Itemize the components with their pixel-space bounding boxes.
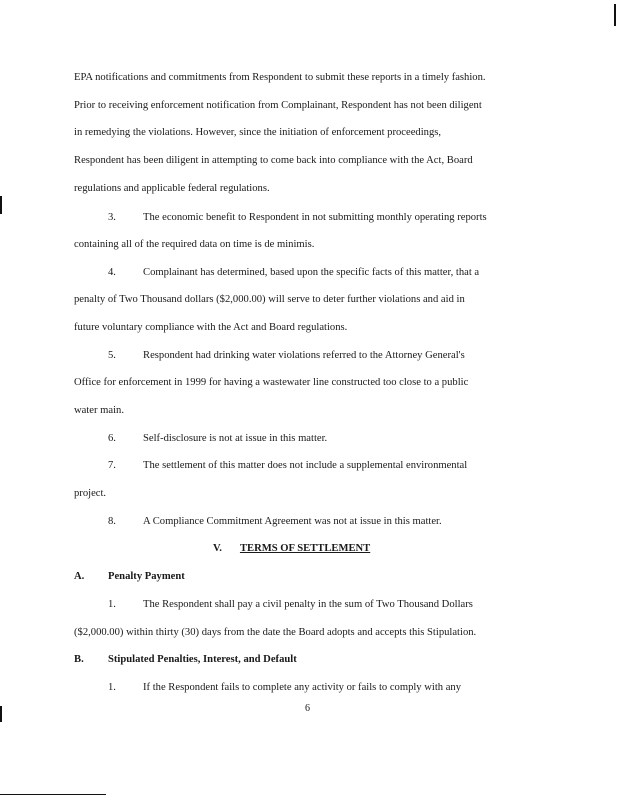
item-number: 4.: [108, 267, 116, 278]
item-text: A Compliance Commitment Agreement was not at issue in this matter.: [143, 516, 442, 527]
subsection-letter: B.: [74, 654, 84, 665]
item-text: Self-disclosure is not at issue in this matter.: [143, 433, 328, 444]
subsection-letter: A.: [74, 571, 85, 582]
item-text: future voluntary compliance with the Act and Board regulations.: [74, 322, 348, 333]
page-number: 6: [305, 703, 310, 714]
item-text: ($2,000.00) within thirty (30) days from the date the Board adopts and accepts this Stipulation.: [74, 627, 477, 638]
text-line: in remedying the violations. However, since the initiation of enforcement proceedings,: [74, 127, 442, 138]
item-text: penalty of Two Thousand dollars ($2,000.00) will serve to deter further violations and aid in: [74, 294, 465, 305]
item-number: 8.: [108, 516, 116, 527]
item-text: containing all of the required data on time is de minimis.: [74, 239, 315, 250]
footnote-rule: [0, 794, 106, 795]
item-number: 6.: [108, 433, 116, 444]
item-text: project.: [74, 488, 107, 499]
item-number: 3.: [108, 212, 116, 223]
item-text: Respondent had drinking water violations referred to the Attorney General's: [143, 350, 465, 361]
item-text: The settlement of this matter does not include a supplemental environmental: [143, 460, 468, 471]
scan-edge-mark-left: [0, 196, 2, 214]
text-line: Respondent has been diligent in attempting to come back into compliance with the Act, Board: [74, 155, 473, 166]
item-text: The economic benefit to Respondent in not submitting monthly operating reports: [143, 212, 487, 223]
scan-edge-mark-top-right: [614, 4, 616, 26]
item-number: 5.: [108, 350, 116, 361]
item-text: Complainant has determined, based upon the specific facts of this matter, that a: [143, 267, 480, 278]
item-number: 1.: [108, 682, 116, 693]
subsection-title: Penalty Payment: [108, 571, 185, 582]
item-text: Office for enforcement in 1999 for having a wastewater line constructed too close to a public: [74, 377, 469, 388]
text-line: regulations and applicable federal regulations.: [74, 183, 270, 194]
section-title: TERMS OF SETTLEMENT: [239, 543, 371, 554]
text-line: EPA notifications and commitments from Respondent to submit these reports in a timely fashion.: [74, 72, 486, 83]
section-numeral: V.: [213, 543, 222, 554]
item-text: water main.: [74, 405, 125, 416]
scan-edge-mark-left-lower: [0, 706, 2, 722]
text-line: Prior to receiving enforcement notification from Complainant, Respondent has not been diligent: [74, 100, 482, 111]
section-heading: [213, 543, 370, 554]
item-text: The Respondent shall pay a civil penalty in the sum of Two Thousand Dollars: [143, 599, 473, 610]
item-number: 7.: [108, 460, 116, 471]
subsection-title: Stipulated Penalties, Interest, and Default: [108, 654, 297, 665]
item-text: If the Respondent fails to complete any activity or fails to comply with any: [143, 682, 462, 693]
item-number: 1.: [108, 599, 116, 610]
